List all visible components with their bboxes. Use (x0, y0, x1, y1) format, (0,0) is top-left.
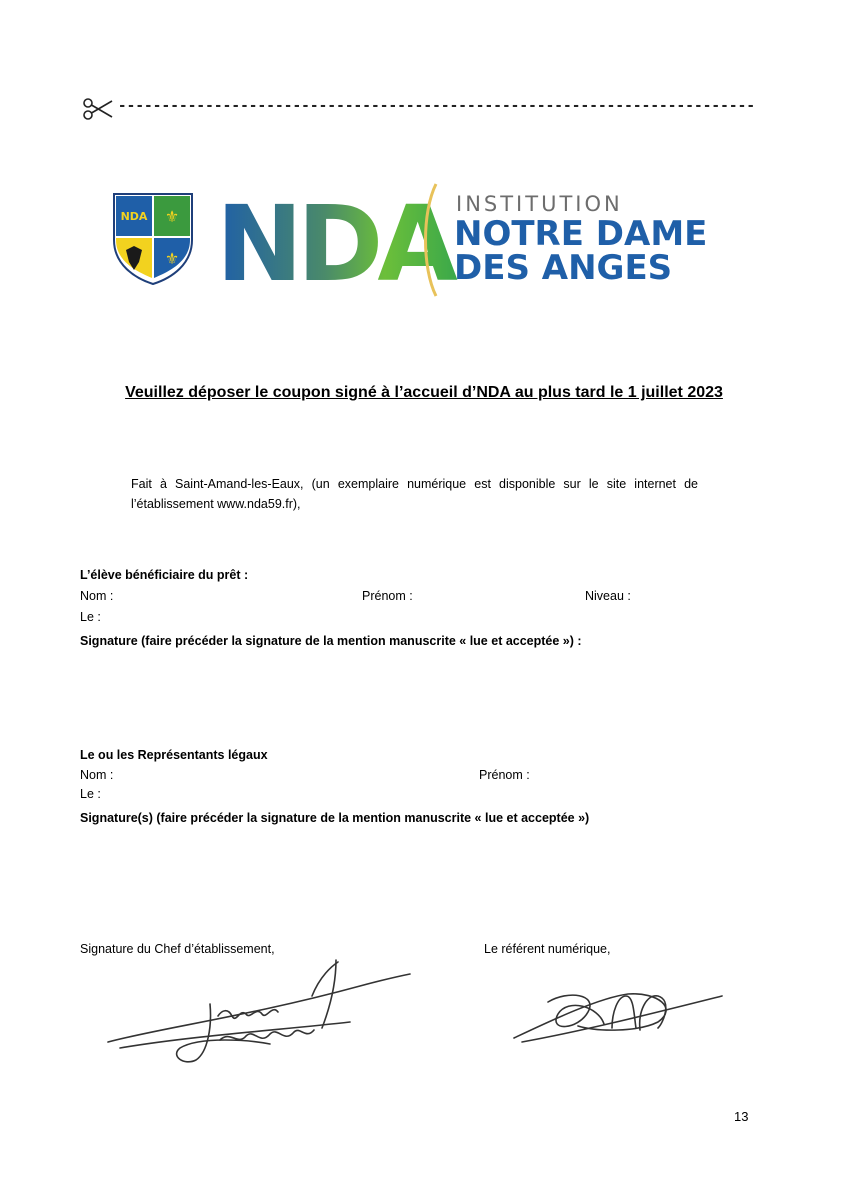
logo-line-notre-dame: NOTRE DAME (454, 214, 708, 254)
logo-arc (420, 182, 440, 298)
director-signature-label: Signature du Chef d’établissement, (80, 942, 275, 956)
cut-line (82, 96, 762, 126)
student-prenom-label: Prénom : (362, 589, 413, 603)
student-date-label: Le : (80, 610, 101, 624)
student-niveau-label: Niveau : (585, 589, 631, 603)
logo-line-des-anges: DES ANGES (454, 248, 673, 288)
nda-wordmark (216, 183, 452, 305)
svg-text:⚜: ⚜ (164, 251, 180, 268)
student-signature-label: Signature (faire précéder la signature de la mention manuscrite « lue et acceptée ») : (80, 634, 582, 648)
crest-icon (112, 192, 194, 286)
crest-text: NDA (120, 210, 148, 223)
legal-reps-nom-label: Nom : (80, 768, 114, 782)
legal-reps-signature-label: Signature(s) (faire précéder la signature de la mention manuscrite « lue et acceptée ») (80, 811, 590, 825)
intro-paragraph: Fait à Saint-Amand-les-Eaux, (un exemplaire numérique est disponible sur le site internet de l’établissement www.nda59.fr), (131, 477, 698, 511)
student-nom-label: Nom : (80, 589, 114, 603)
cut-dashes: ------------------------------------------------------------------------- (118, 98, 756, 114)
referent-signature (508, 972, 730, 1052)
scissors-icon (82, 96, 114, 122)
director-signature (100, 956, 420, 1076)
legal-reps-heading: Le ou les Représentants légaux (80, 748, 268, 762)
page-number: 13 (734, 1109, 749, 1124)
logo-line-institution: INSTITUTION (456, 192, 623, 216)
svg-text:NDA: NDA (216, 183, 452, 305)
svg-text:⚜: ⚜ (164, 209, 180, 226)
deadline-notice: Veuillez déposer le coupon signé à l’accueil d’NDA au plus tard le 1 juillet 2023 (125, 384, 723, 401)
student-heading: L’élève bénéficiaire du prêt : (80, 568, 249, 582)
legal-reps-date-label: Le : (80, 787, 101, 801)
legal-reps-prenom-label: Prénom : (479, 768, 530, 782)
institution-logo (112, 182, 732, 305)
referent-signature-label: Le référent numérique, (484, 942, 611, 956)
